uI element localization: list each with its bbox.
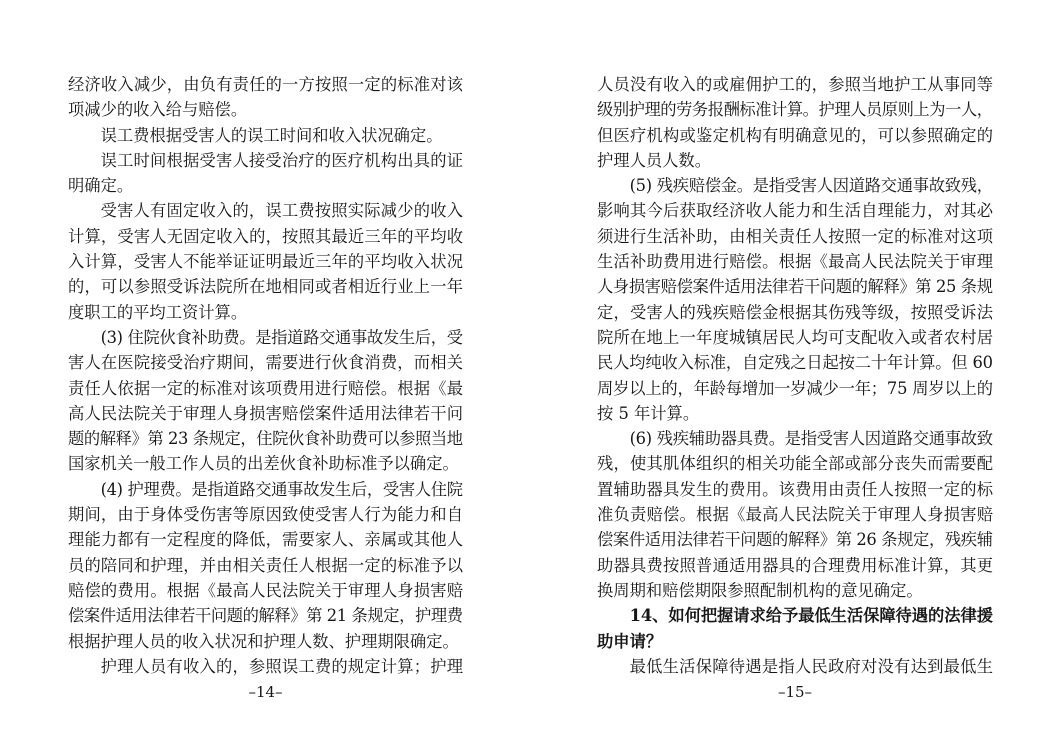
text-line-content: 经济收入减少，由负有责任的一方按照一定的标准对该 — [68, 75, 464, 94]
text-line — [68, 502, 463, 527]
text-line — [68, 603, 463, 628]
left-page — [0, 0, 529, 756]
text-line — [597, 325, 993, 350]
paragraph — [597, 72, 993, 173]
text-line — [68, 527, 463, 552]
text-line-content: 换周期和赔偿期限参照配制机构的意见确定。 — [597, 580, 923, 600]
text-line-content: 级别护理的劳务报酬标准计算。护理人员原则上为一人， — [597, 100, 993, 120]
paragraph — [68, 72, 463, 123]
text-line — [68, 72, 463, 97]
question-heading — [597, 603, 993, 654]
text-line — [597, 97, 993, 122]
text-line-content: (5) 残疾赔偿金。是指受害人因道路交通事故致残， — [629, 176, 993, 196]
text-line-content: 赔偿的费用。根据《最高人民法院关于审理人身损害赔 — [68, 580, 464, 600]
text-line-content: 员的陪同和护理，并由相关责任人根据一定的标准予以 — [68, 555, 464, 575]
text-line — [597, 527, 993, 552]
text-line — [597, 198, 993, 223]
text-line-content: 偿案件适用法律若干问题的解释》第 26 条规定，残疾辅 — [597, 530, 993, 550]
text-line — [68, 426, 463, 451]
text-line-content: 助申请？ — [597, 631, 663, 651]
text-line — [597, 300, 993, 325]
text-line — [597, 426, 993, 451]
text-line-content: (3) 住院伙食补助费。是指道路交通事故发生后，受 — [100, 327, 463, 347]
left-page-number: –14– — [248, 683, 283, 701]
text-line-content: 置辅助器具发生的费用。该费用由责任人按照一定的标 — [597, 479, 994, 499]
text-line-content: 民人均纯收入标准，自定残之日起按二十年计算。但 60 — [597, 353, 993, 373]
text-line-content: 护理人员有收入的，参照误工费的规定计算；护理 — [100, 656, 464, 676]
text-line-content: 度职工的平均工资计算。 — [68, 302, 248, 322]
text-line-content: 最低生活保障待遇是指人民政府对没有达到最低生 — [629, 656, 994, 676]
text-line-content: 期间，由于身体受伤害等原因致使受害人行为能力和自 — [68, 505, 464, 525]
text-line — [68, 97, 463, 122]
text-line — [68, 173, 463, 198]
text-line-content: 助器具费按照普通适用器具的合理费用标准计算，其更 — [597, 555, 994, 575]
text-line — [597, 401, 993, 426]
paragraph — [68, 654, 463, 679]
text-line-content: 的，可以参照受诉法院所在地相同或者相近行业上一年 — [68, 277, 464, 297]
text-line-content: 人身损害赔偿案件适用法律若干问题的解释》第 25 条规 — [597, 277, 993, 297]
text-line — [597, 350, 993, 375]
text-line-content: 误工费根据受害人的误工时间和收入状况确定。 — [100, 125, 443, 145]
text-line — [68, 274, 463, 299]
text-line — [597, 249, 993, 274]
text-line — [597, 451, 993, 476]
text-line-content: 害人在医院接受治疗期间，需要进行伙食消费，而相关 — [68, 353, 464, 373]
text-line-content: 计算，受害人无固定收入的，按照其最近三年的平均收 — [68, 226, 464, 246]
text-line — [68, 376, 463, 401]
text-line — [68, 198, 463, 223]
text-line — [597, 274, 993, 299]
text-line — [68, 477, 463, 502]
text-line — [68, 629, 463, 654]
text-line-content: 根据护理人员的收入状况和护理人数、护理期限确定。 — [68, 631, 459, 651]
text-line — [68, 350, 463, 375]
text-line-content: 院所在地上一年度城镇居民人均可支配收入或者农村居 — [597, 327, 994, 347]
text-line-content: 定，受害人的残疾赔偿金根据其伤残等级，按照受诉法 — [597, 302, 994, 322]
text-line-content: 项减少的收入给与赔偿。 — [68, 100, 248, 120]
text-line — [68, 148, 463, 173]
text-line — [597, 72, 993, 97]
left-page-body-text — [68, 72, 463, 679]
text-line-content: 14、如何把握请求给予最低生活保障待遇的法律援 — [629, 606, 993, 626]
text-line — [68, 553, 463, 578]
text-line-content: 明确定。 — [68, 176, 134, 196]
text-line — [68, 123, 463, 148]
text-line — [68, 300, 463, 325]
text-line-content: 责任人依据一定的标准对该项费用进行赔偿。根据《最 — [68, 378, 464, 398]
text-line-content: 题的解释》第 23 条规定，住院伙食补助费可以参照当地 — [68, 429, 463, 449]
text-line-content: 入计算，受害人不能举证证明最近三年的平均收入状况 — [68, 252, 464, 272]
text-line — [597, 173, 993, 198]
text-line — [597, 553, 993, 578]
text-line — [597, 376, 993, 401]
text-line — [597, 578, 993, 603]
text-line-content: 按 5 年计算。 — [597, 403, 700, 423]
text-line — [68, 325, 463, 350]
text-line — [597, 502, 993, 527]
text-line-content: 偿案件适用法律若干问题的解释》第 21 条规定，护理费 — [68, 606, 463, 626]
text-line — [597, 477, 993, 502]
text-line-content: 准负责赔偿。根据《最高人民法院关于审理人身损害赔 — [597, 505, 994, 525]
text-line-content: (6) 残疾辅助器具费。是指受害人因道路交通事故致 — [629, 429, 993, 449]
text-line-content: 生活补助费用进行赔偿。根据《最高人民法院关于审理 — [597, 252, 994, 272]
text-line-content: 残，使其肌体组织的相关功能全部或部分丧失而需要配 — [597, 454, 994, 474]
right-page-body-text — [597, 72, 993, 679]
heading-line — [597, 603, 993, 628]
text-line — [597, 148, 993, 173]
paragraph — [68, 477, 463, 654]
text-line-content: 高人民法院关于审理人身损害赔偿案件适用法律若干问 — [68, 403, 464, 423]
paragraph — [68, 325, 463, 477]
text-line-content: (4) 护理费。是指道路交通事故发生后，受害人住院 — [100, 479, 463, 499]
text-line-content: 受害人有固定收入的，误工费按照实际减少的收入 — [100, 201, 464, 221]
text-line-content: 误工时间根据受害人接受治疗的医疗机构出具的证 — [100, 150, 464, 170]
text-line — [597, 654, 993, 679]
text-line-content: 影响其今后获取经济收人能力和生活自理能力，对其必 — [597, 201, 994, 221]
right-page-number: –15– — [777, 683, 813, 701]
paragraph — [597, 173, 993, 426]
text-line-content: 人员没有收入的或雇佣护工的，参照当地护工从事同等 — [597, 75, 994, 94]
text-line — [597, 224, 993, 249]
text-line-content: 护理人员人数。 — [597, 150, 711, 170]
text-line — [597, 123, 993, 148]
text-line-content: 须进行生活补助，由相关责任人按照一定的标准对这项 — [597, 226, 994, 246]
paragraph — [68, 123, 463, 148]
paragraph — [597, 654, 993, 679]
text-line-content: 但医疗机构或鉴定机构有明确意见的，可以参照确定的 — [597, 125, 994, 145]
paragraph — [597, 426, 993, 603]
text-line-content: 周岁以上的，年龄每增加一岁减少一年；75 周岁以上的 — [597, 378, 993, 398]
text-line — [68, 249, 463, 274]
paragraph — [68, 198, 463, 324]
text-line-content: 国家机关一般工作人员的出差伙食补助标准予以确定。 — [68, 454, 459, 474]
text-line — [68, 451, 463, 476]
heading-line — [597, 629, 993, 654]
right-page — [529, 0, 1059, 756]
text-line — [68, 401, 463, 426]
text-line — [68, 654, 463, 679]
text-line — [68, 224, 463, 249]
text-line — [68, 578, 463, 603]
paragraph — [68, 148, 463, 199]
text-line-content: 理能力都有一定程度的降低，需要家人、亲属或其他人 — [68, 530, 464, 550]
